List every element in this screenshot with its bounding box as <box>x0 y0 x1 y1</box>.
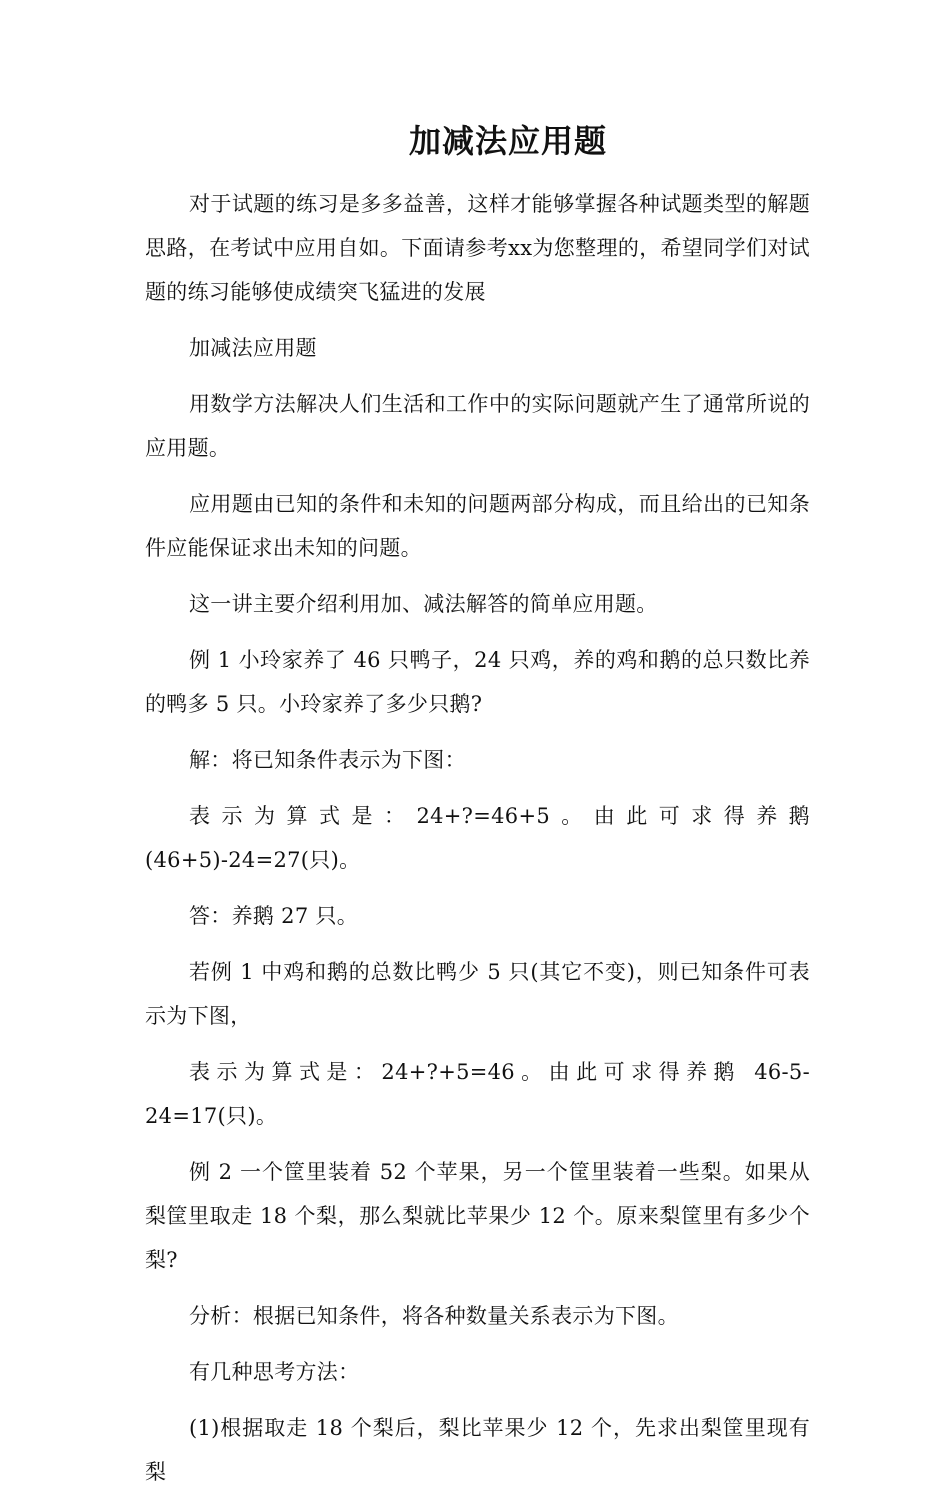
paragraph-example-1: 例 1 小玲家养了 46 只鸭子，24 只鸡，养的鸡和鹅的总只数比养的鸭多 5 只。小玲家养了多少只鹅? <box>145 648 810 716</box>
paragraph-structure: 应用题由已知的条件和未知的问题两部分构成，而且给出的已知条件应能保证求出未知的问题。 <box>145 492 810 560</box>
paragraph-example-2: 例 2 一个筐里装着 52 个苹果，另一个筐里装着一些梨。如果从梨筐里取走 18 个梨，那么梨就比苹果少 12 个。原来梨筐里有多少个梨? <box>145 1160 810 1272</box>
paragraph-formula-2: 表示为算式是：24+?+5=46。由此可求得养鹅 46-5-24=17(只)。 <box>145 1060 810 1128</box>
paragraph-answer-1: 答：养鹅 27 只。 <box>189 904 359 928</box>
paragraph-formula-1: 表示为算式是：24+?=46+5。由此可求得养鹅(46+5)-24=27(只)。 <box>145 804 810 872</box>
paragraph-subtitle: 加减法应用题 <box>189 336 317 360</box>
paragraph-solution-1: 解：将已知条件表示为下图： <box>189 748 466 772</box>
paragraph-variant-1: 若例 1 中鸡和鹅的总数比鸭少 5 只(其它不变)，则已知条件可表示为下图， <box>145 960 810 1028</box>
paragraph-analysis-2: 分析：根据已知条件，将各种数量关系表示为下图。 <box>189 1304 679 1328</box>
document-body <box>145 182 810 1506</box>
paragraph-focus: 这一讲主要介绍利用加、减法解答的简单应用题。 <box>189 592 658 616</box>
paragraph-definition: 用数学方法解决人们生活和工作中的实际问题就产生了通常所说的应用题。 <box>145 392 810 460</box>
paragraph-methods: 有几种思考方法： <box>189 1360 360 1384</box>
paragraph-method-1: (1)根据取走 18 个梨后，梨比苹果少 12 个，先求出梨筐里现有梨 <box>145 1416 810 1484</box>
paragraph-intro: 对于试题的练习是多多益善，这样才能够掌握各种试题类型的解题思路，在考试中应用自如。下面请参考xx为您整理的，希望同学们对试题的练习能够使成绩突飞猛进的发展 <box>145 192 810 304</box>
document-title: 加减法应用题 <box>408 122 607 160</box>
